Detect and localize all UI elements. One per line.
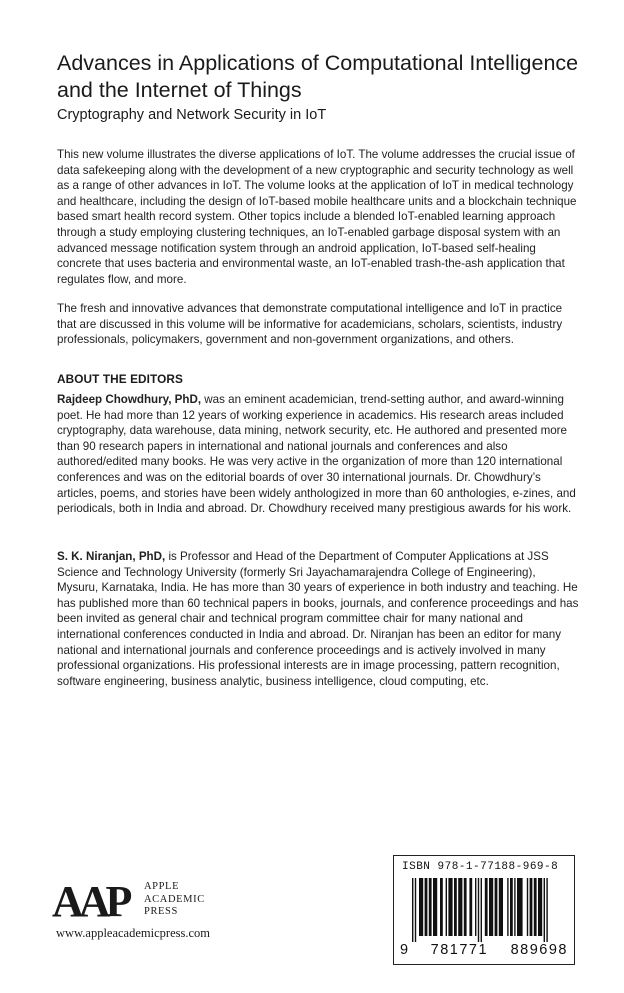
- barcode-digits-group-1: 781771: [430, 942, 489, 958]
- barcode-bar: [454, 878, 457, 936]
- barcode-bar: [485, 878, 488, 936]
- publisher-name: [144, 881, 205, 919]
- barcode-bars: [400, 878, 568, 942]
- barcode-bar: [458, 878, 462, 936]
- publisher-name-line-2: ACADEMIC: [144, 893, 205, 905]
- isbn-number: ISBN 978-1-77188-969-8: [402, 861, 559, 873]
- barcode-bar: [469, 878, 472, 936]
- barcode-bar: [412, 878, 413, 942]
- editor-name-1: Rajdeep Chowdhury, PhD,: [57, 393, 202, 406]
- barcode-bar: [510, 878, 513, 936]
- barcode-bar: [440, 878, 443, 936]
- publisher-url[interactable]: www.appleacademicpress.com: [56, 926, 210, 940]
- barcode-bar: [425, 878, 428, 936]
- barcode-bar: [481, 878, 482, 942]
- description-paragraph-2: The fresh and innovative advances that demonstrate computational intelligence and IoT in practice that are discussed in this volume will be informative for academicians, scholars, scientists, industry professionals, policymakers, government and non-government organizations, and others.: [57, 302, 563, 347]
- aap-logo-letters: AAP: [52, 878, 128, 922]
- editor-bio-1: [57, 392, 579, 517]
- aap-logo-mark: [52, 878, 140, 922]
- barcode-bar: [495, 878, 498, 936]
- editor-bio-2: [57, 549, 579, 689]
- barcode-bar: [514, 878, 515, 936]
- barcode-bar: [546, 878, 547, 942]
- barcode-bar: [433, 878, 437, 936]
- barcode-bar: [419, 878, 423, 936]
- publisher-name-line-3: PRESS: [144, 906, 178, 918]
- barcode-bar: [448, 878, 452, 936]
- editor-bio-text-1: was an eminent academician, trend-setting author, and award-winning poet. He had more than 12 years of working experience in academics. His research areas included cryptography, data warehouse, data mining, network security, etc. He authored and presented more than 90 research papers in international and national journals and conferences and also authored/edited many books. He was very active in the organization of more than 120 international conferences and was on the editorial boards of over 30 international journals. Dr. Chowdhury’s articles, poems, and stories have been widely anthologized in more than 60 anthologies, e-zines, and periodicals, both in India and abroad. Dr. Chowdhury received many prestigious awards for his work.: [57, 393, 576, 516]
- barcode-bar: [507, 878, 508, 936]
- barcode-bar: [415, 878, 416, 942]
- barcode-digits: [400, 942, 568, 958]
- editor-bio-text-2: is Professor and Head of the Department of Computer Applications at JSS Science and Technology University (formerly Sri Jayachamarajendra College of Engineering), Mysuru, Karnataka, India. He has more than 30 years of experience in both industry and teaching. He has published more than 60 technical papers in books, journals, and conference proceedings and has been invited as general chair and technical program committee chair for many national and international conferences conducted in India and abroad. Dr. Niranjan has been an editor for many national and international journals and conference proceedings and is actively involved in many professional organizations. His professional interests are in image processing, pattern recognition, software engineering, business analytic, business intelligence, cloud computing, etc.: [57, 550, 579, 688]
- book-title: Advances in Applications of Computational Intelligence and the Internet of Things: [57, 51, 579, 102]
- barcode-bar: [544, 878, 545, 942]
- isbn-barcode: [393, 855, 575, 965]
- barcode-bar: [429, 878, 432, 936]
- book-subtitle: Cryptography and Network Security in IoT: [57, 107, 327, 123]
- description-paragraph-1: This new volume illustrates the diverse applications of IoT. The volume addresses the crucial issue of data safekeeping along with the development of a new cryptographic and security technology as well as a range of other advances in IoT. The volume looks at the application of IoT in medical technology and healthcare, including the design of IoT-based mobile healthcare units and a blockchain technique based smart health record system. Other topics include a blended IoT-enabled learning approach through a study employing clustering techniques, an IoT-enabled garbage disposal system with an advanced message notification system through an android application, IoT-based self-healing concrete that uses bacteria and environmental waste, an IoT-enabled trash-the-ash application that regulates flow, and more.: [57, 148, 577, 286]
- barcode-bar: [446, 878, 447, 936]
- barcode-digit-first: 9: [400, 942, 409, 958]
- barcode-bar: [534, 878, 537, 936]
- barcode-bar: [489, 878, 493, 936]
- barcode-bar: [478, 878, 479, 942]
- publisher-logo: [52, 878, 205, 922]
- barcode-bar: [527, 878, 528, 936]
- barcode-bar: [475, 878, 476, 936]
- about-editors-heading: ABOUT THE EDITORS: [57, 372, 184, 386]
- barcode-bar: [499, 878, 503, 936]
- barcode-digits-group-2: 889698: [510, 942, 568, 958]
- barcode-bar: [517, 878, 523, 936]
- editor-name-2: S. K. Niranjan, PhD,: [57, 550, 166, 563]
- barcode-bar: [530, 878, 533, 936]
- barcode-bar: [464, 878, 467, 936]
- barcode-bar: [538, 878, 542, 936]
- publisher-name-line-1: APPLE: [144, 881, 180, 893]
